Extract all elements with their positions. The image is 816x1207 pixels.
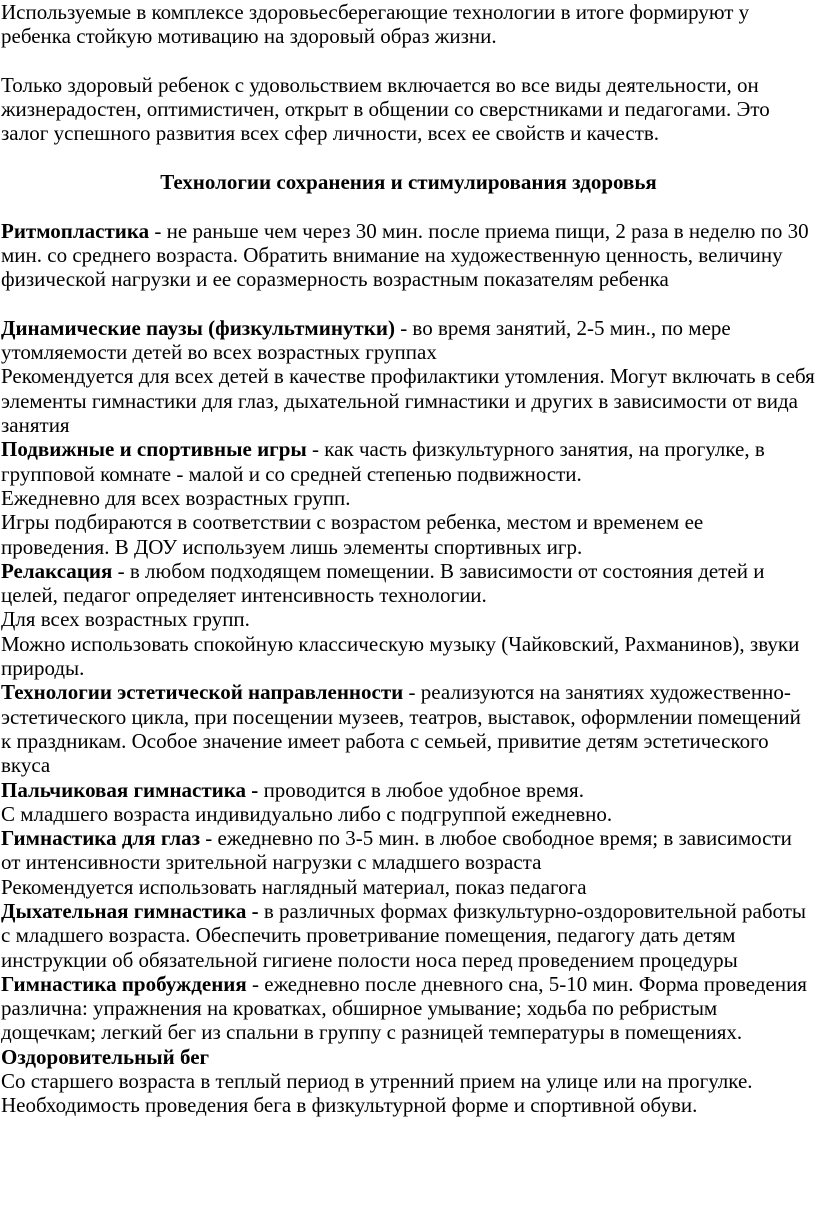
paragraph-spacer (1, 194, 816, 218)
item-active-games (1, 437, 816, 486)
item-note: Можно использовать спокойную классическую музыку (Чайковский, Рахманинов), звуки природы. (1, 631, 800, 681)
item-relaxation (1, 559, 816, 608)
item-term: Релаксация (1, 558, 113, 583)
item-term: Гимнастика пробуждения (1, 971, 247, 996)
item-text: - как часть физкультурного занятия, на прогулке, в групповой комнате - малой и со средней степенью подвижности. (1, 437, 765, 486)
intro-paragraph-2: Только здоровый ребенок с удовольствием включается во все виды деятельности, он жизнерадостен, оптимистичен, открыт в общении со сверстниками и педагогами. Это залог успешного развития всех сфер личности, всех ее свойств и качеств. (1, 72, 770, 146)
item-text: проводится в любое удобное время. (258, 777, 584, 802)
section-title: Технологии сохранения и стимулирования здоровья (160, 170, 657, 195)
paragraph-spacer (1, 146, 816, 170)
item-term: Ритмопластика (1, 218, 150, 243)
item-breathing-gymnastics (1, 899, 816, 972)
item-aesthetic-technologies (1, 680, 816, 777)
item-term: Подвижные и спортивные игры (1, 437, 307, 462)
intro-paragraph-1: Используемые в комплексе здоровьесберегающие технологии в итоге формируют у ребенка стойкую мотивацию на здоровый образ жизни. (1, 0, 750, 49)
item-text: - не раньше чем через 30 мин. после приема пищи, 2 раза в неделю по 30 мин. со среднего возраста. Обратить внимание на художественную ценность, величину физической нагрузки и ее соразмерность возрастным показателям ребенка (1, 218, 809, 292)
item-eye-gymnastics (1, 826, 816, 875)
item-text: - во время занятий, 2-5 мин., по мере утомляемости детей во всех возрастных группах (1, 315, 731, 365)
item-rhythmoplastics (1, 219, 816, 292)
item-text: - ежедневно по 3-5 мин. в любое свободное время; в зависимости от интенсивности зрительной нагрузки с младшего возраста (1, 826, 792, 875)
item-note: Ежедневно для всех возрастных групп. (1, 485, 351, 510)
item-term: Гимнастика для глаз (1, 826, 201, 851)
item-term: Технологии эстетической направленности (1, 680, 404, 705)
item-wakeup-gymnastics (1, 972, 816, 1045)
item-term: Динамические паузы (физкультминутки) (1, 315, 395, 340)
item-text: в различных формах физкультурно-оздоровительной работы с младшего возраста. Обеспечить проветривание помещения, педагогу дать детям инструкции об обязательной гигиене полости носа перед проведением процедуры (1, 898, 807, 972)
item-term: Пальчиковая гимнастика - (1, 777, 259, 802)
item-note: Для всех возрастных групп. (1, 607, 250, 632)
item-note: Игры подбираются в соответствии с возрастом ребенка, местом и временем ее проведения. В ДОУ используем лишь элементы спортивных игр. (1, 510, 704, 559)
item-term: Дыхательная гимнастика - (1, 898, 259, 923)
item-note: С младшего возраста индивидуально либо с подгруппой ежедневно. (1, 801, 613, 826)
paragraph-spacer (1, 49, 816, 73)
item-note: Рекомендуется использовать наглядный материал, показ педагога (1, 874, 587, 899)
item-note: Рекомендуется для всех детей в качестве профилактики утомления. Могут включать в себя элементы гимнастики для глаз, дыхательной гимнастики и других в зависимости от вида занятия (1, 364, 815, 438)
item-health-running (1, 1045, 816, 1069)
paragraph-spacer (1, 292, 816, 316)
item-finger-gymnastics (1, 778, 816, 802)
item-note: Со старшего возраста в теплый период в утренний прием на улице или на прогулке. Необходимость проведения бега в физкультурной форме и спортивной обуви. (1, 1069, 753, 1118)
item-term: Оздоровительный бег (1, 1044, 210, 1069)
item-dynamic-pauses (1, 316, 816, 365)
item-text: - ежедневно после дневного сна, 5-10 мин. Форма проведения различна: упражнения на кроватках, обширное умывание; ходьба по ребристым дощечкам; легкий бег из спальни в группу с разницей температуры в помещениях. (1, 971, 807, 1045)
item-text: - в любом подходящем помещении. В зависимости от состояния детей и целей, педагог определяет интенсивность технологии. (1, 558, 765, 608)
item-text: - реализуются на занятиях художественно-эстетического цикла, при посещении музеев, театров, выставок, оформлении помещений к праздникам. Особое значение имеет работа с семьей, привитие детям эстетического вкуса (1, 680, 801, 778)
